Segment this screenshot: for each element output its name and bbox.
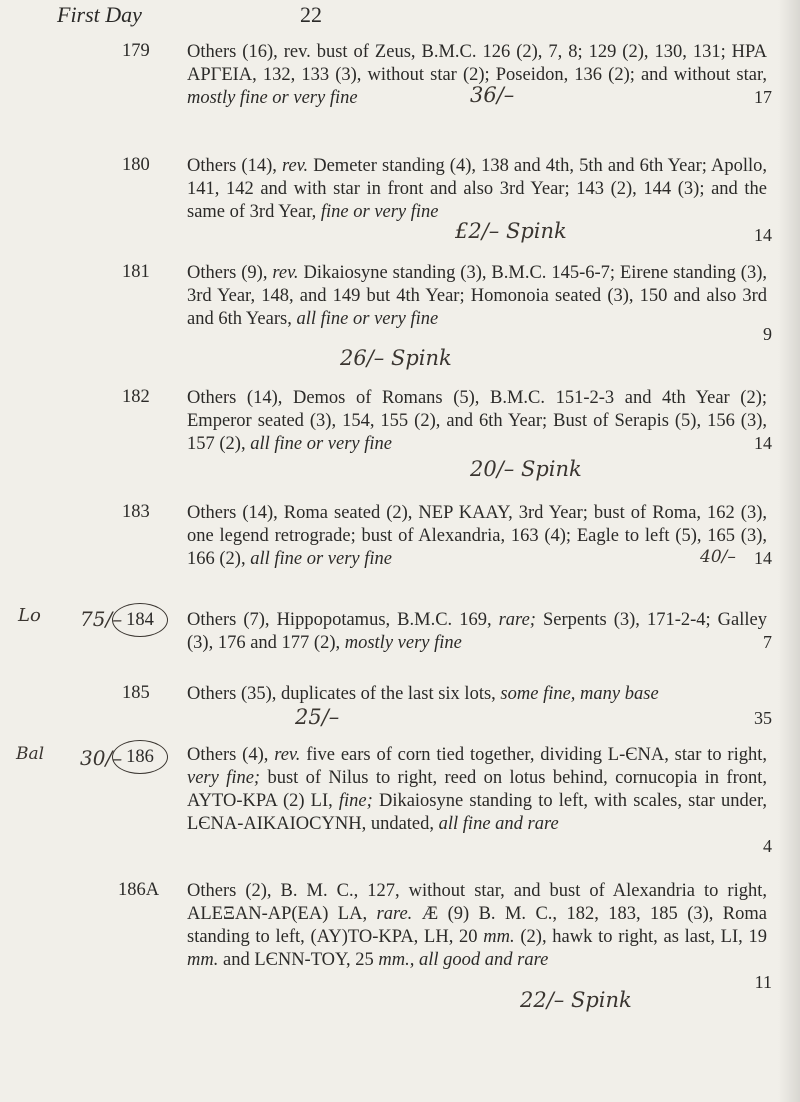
lot-number: 185	[122, 683, 150, 703]
lot-number: 186	[126, 746, 154, 767]
page-header	[0, 2, 800, 32]
lot-entry	[0, 155, 800, 270]
lot-entry	[0, 683, 800, 753]
lot-number: 181	[122, 262, 150, 282]
lot-entry	[0, 502, 800, 594]
lot-entry	[0, 387, 800, 497]
lot-number: 183	[122, 502, 150, 522]
lot-number: 179	[122, 41, 150, 61]
lot-number-circle	[112, 740, 168, 774]
lot-quantity: 9	[763, 324, 772, 344]
lot-number: 182	[122, 387, 150, 407]
lot-quantity: 14	[754, 225, 772, 245]
lot-description: Others (14), Demos of Romans (5), B.M.C. 151-2-3 and 4th Year (2); Emperor seated (3), 154, 155 (2), and 6th Year; Bust of Serapis (5), 156 (3), 157 (2), all fine or very fine	[187, 388, 767, 454]
lot-quantity: 11	[754, 972, 772, 992]
lot-entry	[0, 880, 800, 1020]
handwritten-price: 36/–	[470, 83, 515, 107]
lot-quantity: 4	[763, 836, 772, 856]
margin-price: 30/–	[80, 746, 123, 770]
page-edge-shadow	[778, 0, 800, 1102]
lot-description: Others (9), rev. Dikaiosyne standing (3), B.M.C. 145-6-7; Eirene standing (3), 3rd Year, 148, and 149 but 4th Year; Homonoia seated (3), 150 and also 3rd and 6th Years, all fine or very fine	[187, 263, 767, 329]
lot-quantity: 35	[754, 708, 772, 728]
lot-number: 180	[122, 155, 150, 175]
handwritten-price: 40/–	[700, 547, 736, 567]
margin-code: Bal	[16, 744, 45, 764]
lot-number: 186A	[118, 880, 160, 900]
lot-quantity: 17	[754, 87, 772, 107]
lot-quantity: 14	[754, 548, 772, 568]
lot-description: Others (4), rev. five ears of corn tied together, dividing L-ЄNA, star to right, very fine; bust of Nilus to right, reed on lotus behind, cornucopia in front, AYTO-KPA (2) LI, fine; Dikaiosyne standing to left, with scales, star under, LЄNA-AIKAIOCYNH, undated, all fine and rare	[187, 745, 767, 834]
lot-description: Others (35), duplicates of the last six lots, some fine, many base	[187, 684, 659, 704]
lot-description: Others (14), Roma seated (2), NEP KAAY, 3rd Year; bust of Roma, 162 (3), one legend retrograde; bust of Alexandria, 163 (4); Eagle to left (5), 165 (3), 166 (2), all fine or very fine	[187, 503, 767, 569]
handwritten-price: 25/–	[295, 705, 340, 729]
lot-quantity: 14	[754, 433, 772, 453]
lot-description: Others (14), rev. Demeter standing (4), 138 and 4th, 5th and 6th Year; Apollo, 141, 142 and with star in front and also 3rd Year; 143 (2), 144 (3); and the same of 3rd Year, fine or very fine	[187, 156, 767, 222]
lot-description: Others (7), Hippopotamus, B.M.C. 169, rare; Serpents (3), 171-2-4; Galley (3), 176 and 177 (2), mostly very fine	[187, 610, 767, 653]
lot-entry	[0, 41, 800, 141]
page-number: 22	[300, 2, 322, 27]
handwritten-price: 20/– Spink	[470, 457, 582, 481]
running-head: First Day	[57, 2, 142, 27]
handwritten-price: 22/– Spink	[520, 988, 632, 1012]
lot-entry	[0, 262, 800, 377]
lot-number-circle	[112, 603, 168, 637]
margin-price: 75/–	[80, 607, 123, 631]
margin-code: Lo	[18, 605, 41, 626]
lot-entry	[0, 744, 800, 874]
lot-number: 184	[126, 609, 154, 630]
handwritten-price: £2/– Spink	[455, 219, 567, 243]
lot-quantity: 7	[763, 632, 772, 652]
lot-description: Others (2), B. M. C., 127, without star, and bust of Alexandria to right, ALEΞAN-AP(EA) LA, rare. Æ (9) B. M. C., 182, 183, 185 (3), Roma standing to left, (AY)TO-KPA, LH, 20 mm. (2), hawk to right, as last, LI, 19 mm. and LЄNN-TOY, 25 mm., all good and rare	[187, 881, 768, 970]
lot-description: Others (16), rev. bust of Zeus, B.M.C. 126 (2), 7, 8; 129 (2), 130, 131; HPA APΓEIA, 132, 133 (3), without star (2); Poseidon, 136 (2); and without star, mostly fine or very fine	[187, 42, 767, 108]
handwritten-price: 26/– Spink	[340, 346, 452, 370]
lot-entry	[0, 605, 800, 679]
